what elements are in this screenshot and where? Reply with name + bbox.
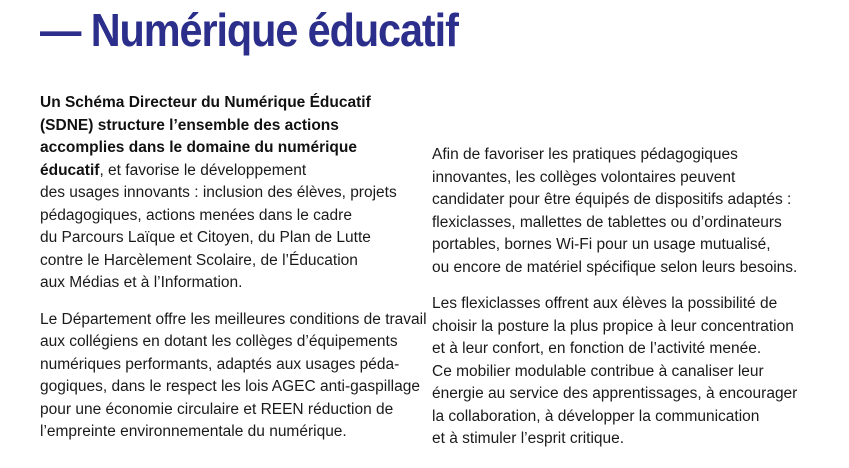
innovation-line: flexiclasses, mallettes de tablettes ou d’ordinateurs: [432, 213, 782, 231]
intro-bold-word: éducatif: [40, 161, 100, 179]
intro-line: [40, 160, 420, 183]
intro-line: aux Médias et à l’Information.: [40, 274, 243, 291]
department-line: l’empreinte environnementale du numérique.: [40, 423, 347, 440]
intro-line: pédagogiques, actions menées dans le cadre: [40, 206, 352, 224]
flexiclasses-line: énergie au service des apprentissages, à encourager: [432, 385, 798, 402]
innovation-line: innovantes, les collèges volontaires peuvent: [432, 168, 736, 186]
intro-line: Un Schéma Directeur du Numérique Éducatif: [40, 94, 371, 111]
flexiclasses-line: et à leur confort, en fonction de l’activité menée.: [432, 340, 762, 357]
flexiclasses-line: choisir la posture la plus propice à leur concentration: [432, 317, 794, 335]
innovation-line: ou encore de matériel spécifique selon leurs besoins.: [432, 258, 798, 276]
department-line: aux collégiens en dotant les collèges d’équipements: [40, 333, 398, 350]
flexiclasses-paragraph: [432, 293, 832, 451]
left-column: [40, 92, 427, 444]
innovation-line: portables, bornes Wi-Fi pour un usage mutualisé,: [432, 236, 771, 253]
innovation-line: Afin de favoriser les pratiques pédagogiques: [432, 146, 738, 163]
intro-line: contre le Harcèlement Scolaire, de l’Éducation: [40, 251, 358, 269]
innovation-line: candidater pour être équipés de dispositifs adaptés :: [432, 191, 792, 208]
flexiclasses-line: Ce mobilier modulable contribue à canaliser leur: [432, 362, 764, 380]
page-title: — Numérique éducatif: [40, 4, 458, 56]
intro-paragraph: [40, 92, 420, 295]
flexiclasses-line: la collaboration, à développer la communication: [432, 407, 760, 425]
intro-line: du Parcours Laïque et Citoyen, du Plan de Lutte: [40, 229, 371, 246]
department-line: pour une économie circulaire et REEN réduction de: [40, 400, 394, 418]
intro-line-rest: , et favorise le développement: [99, 161, 307, 179]
department-line: numériques performants, adaptés aux usages péda-: [40, 355, 400, 373]
innovation-paragraph: [432, 144, 832, 279]
right-column: [432, 144, 832, 451]
flexiclasses-line: et à stimuler l’esprit critique.: [432, 430, 625, 447]
intro-line: accomplies dans le domaine du numérique: [40, 139, 357, 156]
department-line: Le Département offre les meilleures conditions de travail: [40, 310, 427, 328]
flexiclasses-line: Les flexiclasses offrent aux élèves la possibilité de: [432, 295, 778, 312]
department-paragraph: [40, 309, 427, 444]
department-line: gogiques, dans le respect les lois AGEC anti-gaspillage: [40, 378, 420, 395]
intro-line: des usages innovants : inclusion des élèves, projets: [40, 184, 397, 201]
intro-line: (SDNE) structure l’ensemble des actions: [40, 116, 339, 134]
